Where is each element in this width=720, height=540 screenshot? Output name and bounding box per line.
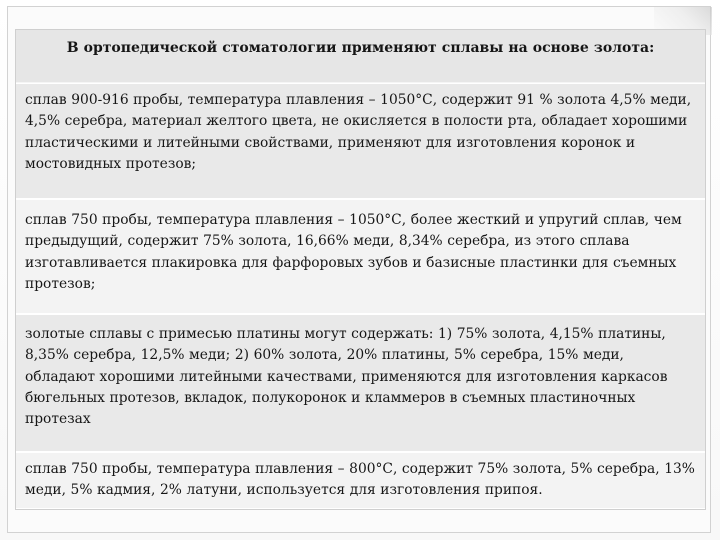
table-row-text: золотые сплавы с примесью платины могут содержать: 1) 75% золота, 4,15% платины, 8,35% серебра, 12,5% меди; 2) 60% золота, 20% платины, 5% серебра, 15% меди, обладают хорошими литейными качествами, применяются для изготовления каркасов бюгельных протезов, вкладок, полукоронок и кламмеров в съемных пластиночных протезах (25, 326, 668, 428)
table-row (16, 315, 705, 452)
table-row-text: сплав 750 пробы, температура плавления – 1050°С, более жесткий и упругий сплав, чем предыдущий, содержит 75% золота, 16,66% меди, 8,34% серебра, из этого сплава изготавливается плакировка для фарфоровых зубов и базисные пластинки для съемных протезов; (25, 212, 682, 292)
table-row (16, 453, 705, 509)
table-header (16, 30, 705, 83)
table-row-text: сплав 900-916 пробы, температура плавления – 1050°С, содержит 91 % золота 4,5% меди, 4,5% серебра, материал желтого цвета, не окисляется в полости рта, обладает хорошими пластическими и литейными свойствами, применяют для изготовления коронок и мостовидных протезов; (25, 92, 692, 172)
table-row (16, 84, 705, 199)
table-row (16, 200, 705, 314)
table-row-text: сплав 750 пробы, температура плавления – 800°С, содержит 75% золота, 5% серебра, 13% меди, 5% кадмия, 2% латуни, используется для изготовления припоя. (25, 461, 695, 499)
table-header-text: В ортопедической стоматологии применяют сплавы на основе золота: (66, 40, 655, 56)
alloys-table (15, 29, 706, 510)
